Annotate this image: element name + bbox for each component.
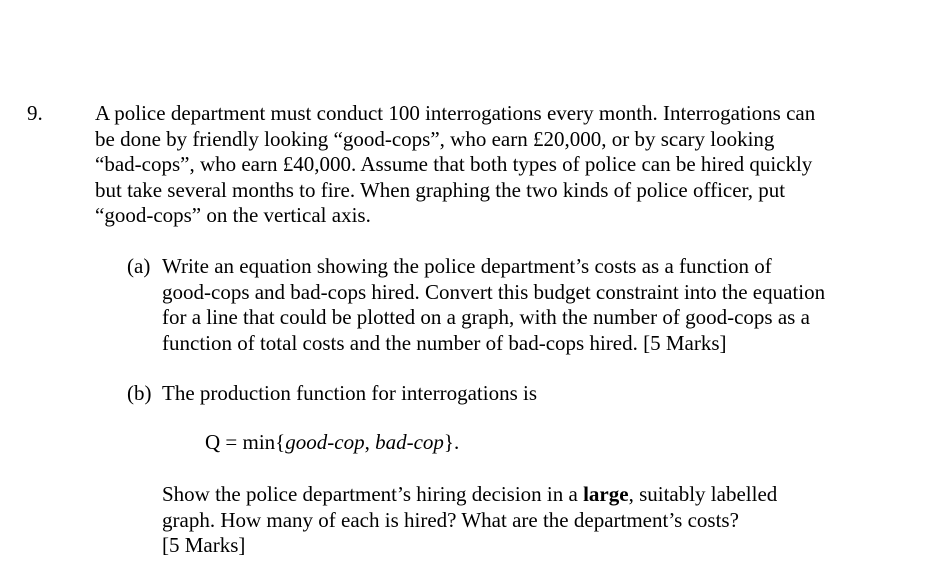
intro-line: be done by friendly looking “good-cops”, who earn £20,000, or by scary looking xyxy=(95,126,775,151)
part-a-line: for a line that could be plotted on a graph, with the number of good-cops as a xyxy=(162,305,810,329)
part-b-instructions xyxy=(162,482,862,559)
production-function-equation xyxy=(205,430,459,456)
part-b-line1-pre: Show the police department’s hiring decision in a xyxy=(162,482,584,506)
equation-arg-good-cop: good-cop xyxy=(285,430,365,454)
intro-line: but take several months to fire. When graphing the two kinds of police officer, put xyxy=(95,177,786,202)
part-b-line2: graph. How many of each is hired? What are the department’s costs? xyxy=(162,507,739,532)
intro-line: A police department must conduct 100 interrogations every month. Interrogations can xyxy=(95,101,816,125)
part-b-line1-post: , suitably labelled xyxy=(628,482,778,506)
intro-line: “good-cops” on the vertical axis. xyxy=(95,203,371,227)
part-b-intro: The production function for interrogations is xyxy=(162,381,537,405)
question-number: 9. xyxy=(27,101,43,125)
part-b-line1-bold: large xyxy=(583,482,629,506)
equation-lhs: Q = min{ xyxy=(205,430,286,454)
equation-arg-bad-cop: bad-cop xyxy=(375,430,444,454)
part-a-line: good-cops and bad-cops hired. Convert this budget constraint into the equation xyxy=(162,279,826,304)
equation-rhs: }. xyxy=(443,430,460,454)
part-b-label: (b) xyxy=(127,381,152,405)
part-a-text xyxy=(162,254,892,356)
part-a-label: (a) xyxy=(127,254,151,278)
part-a-line: Write an equation showing the police department’s costs as a function of xyxy=(162,254,772,278)
part-b-marks: [5 Marks] xyxy=(162,533,246,557)
intro-line: “bad-cops”, who earn £40,000. Assume that both types of police can be hired quickly xyxy=(95,152,813,176)
part-a-line: function of total costs and the number of bad-cops hired. [5 Marks] xyxy=(162,330,727,355)
equation-separator: , xyxy=(364,430,376,454)
question-intro xyxy=(95,101,875,229)
